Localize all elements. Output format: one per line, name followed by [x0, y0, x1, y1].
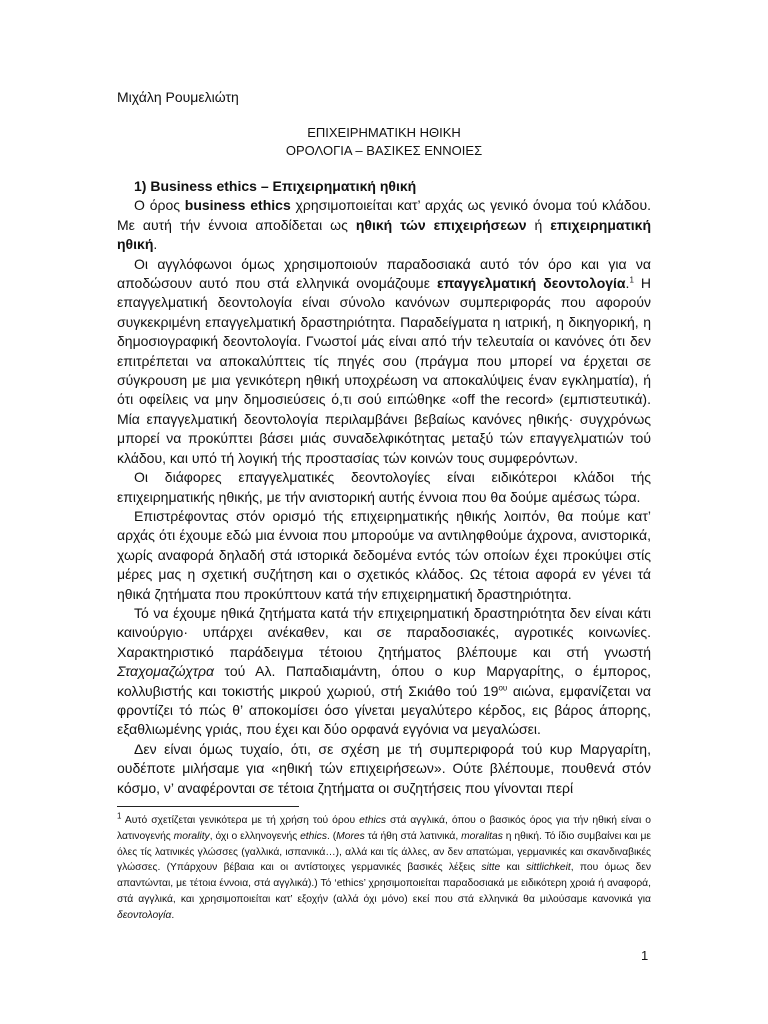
text-run: στά αγγλικά, όπου ο βασικός όρος για τήν ηθική είναι ο λατινογενής	[117, 815, 651, 842]
text-run: ή	[526, 216, 551, 233]
bold-term: ηθική τών επιχειρήσεων	[355, 216, 527, 233]
text-run: τού Αλ. Παπαδιαμάντη, όπου ο κυρ Μαργαρίτης, ο έμπορος, κολλυβιστής και τοκιστής μικρού χωριού, στή Σκιάθο τού 19	[117, 663, 651, 699]
text-run: και	[500, 862, 527, 874]
text-run: τά ήθη στά λατινικά,	[364, 830, 462, 842]
page-number: 1	[641, 948, 649, 963]
italic-term: moralitas	[461, 830, 503, 842]
body-text	[117, 177, 651, 798]
text-run: , που όμως δεν απαντώνται, με τέτοια έννοια, στά αγγλικά).) Τό ‘ethics’ χρησιμοποιείται παραδοσιακά με ειδικότερη χροιά ή αναφορά, στά αγγλικά, και χρησιμοποιείται κατ’ εξοχήν (αλλά όχι μόνο) εκεί που στά ελληνικά θα μιλούσαμε κανονικά για	[117, 862, 651, 905]
section-title: Business ethics – Επιχειρηματική ηθική	[150, 178, 417, 194]
footnote-1	[117, 813, 651, 924]
text-run: .	[171, 909, 175, 921]
text-run: , όχι ο ελληνογενής	[209, 830, 301, 842]
text-run: . (	[326, 830, 337, 842]
superscript: ου	[498, 682, 508, 692]
paragraph-1	[117, 196, 651, 254]
text-run: χρησιμοποιείται κατ’ αρχάς ως γενικό όνομα τού κλάδου. Με αυτή τήν έννοια αποδίδεται ως	[117, 197, 651, 233]
text-run: Αυτό σχετίζεται γενικότερα με τή χρήση τού όρου	[121, 815, 360, 826]
bold-term: business ethics	[184, 197, 291, 214]
text-run: Οι αγγλόφωνοι όμως χρησιμοποιούν παραδοσιακά αυτό τόν όρο και για να αποδώσουν αυτό που στά ελληνικά ονομάζουμε	[117, 255, 651, 292]
title-line-2: ΟΡΟΛΟΓΙΑ – ΒΑΣΙΚΕΣ ΕΝΝΟΙΕΣ	[285, 143, 483, 158]
text-run: .	[153, 236, 158, 253]
section-heading	[117, 177, 651, 196]
paragraph-2	[117, 255, 651, 468]
text-run: .	[625, 275, 630, 292]
italic-term: δεοντολογία	[117, 909, 172, 921]
paragraph-4: Επιστρέφοντας στόν ορισμό τής επιχειρηματικής ηθικής λοιπόν, θα πούμε κατ’ αρχάς ότι έχουμε εδώ μια έννοια που μπορούμε να αντιληφθούμε άχρονα, ανιστορικά, χωρίς αναφορά δηλαδή στά ιστορικά δεδομένα εντός τών οποίων έχει προκύψει στίς μέρες μας η σχετική συζήτηση και ο σχετικός κλάδος. Ως τέτοια αφορά εν γένει τά ηθικά ζητήματα που προκύπτουν κατά τήν επιχειρηματική δραστηριότητα.	[117, 507, 651, 602]
italic-term: sittlichkeit	[526, 862, 571, 874]
paragraph-3: Οι διάφορες επαγγελματικές δεοντολογίες είναι ειδικότεροι κλάδοι τής επιχειρηματικής ηθικής, με τήν ανιστορική αυτής έννοια που θα δούμε αμέσως τώρα.	[117, 469, 651, 505]
text-run: αιώνα, εμφανίζεται να φροντίζει τό πώς θ’ αποκομίσει όσο γίνεται μεγαλύτερο κέρδος, εις βάρος άπορης, εξαθλιωμένης γριάς, που έχει και δύο ορφανά εγγόνια να μεγαλώσει.	[117, 682, 652, 738]
italic-title: Σταχομαζώχτρα	[117, 663, 214, 680]
bold-term: επιχειρηματική ηθική	[117, 216, 651, 253]
footnotes	[117, 813, 651, 924]
footnote-marker: 1	[117, 811, 122, 821]
bold-term: επαγγελματική δεοντολογία	[436, 275, 626, 292]
section-number: 1)	[134, 178, 147, 194]
title-line-1: ΕΠΙΧΕΙΡΗΜΑΤΙΚΗ ΗΘΙΚΗ	[307, 125, 461, 140]
italic-term: ethics	[359, 815, 387, 826]
footnote-separator	[117, 806, 299, 807]
text-run: Ο όρος	[134, 197, 185, 214]
paragraph-5	[117, 604, 651, 740]
paragraph-6: Δεν είναι όμως τυχαίο, ότι, σε σχέση με τή συμπεριφορά τού κυρ Μαργαρίτη, ουδέποτε μιλήσαμε για «ηθική τών επιχειρήσεων». Ούτε βλέπουμε, πουθενά στόν κόσμο, ν’ αναφέρονται σε τέτοια ζητήματα οι συζητήσεις που γίνονται περί	[117, 740, 651, 796]
italic-term: ethics	[300, 830, 327, 842]
italic-term: morality	[173, 830, 210, 842]
text-run: Η επαγγελματική δεοντολογία είναι σύνολο κανόνων συμπεριφοράς που αφορούν συγκεκριμένη επαγγελματική δραστηριότητα. Παραδείγματα η ιατρική, η δικηγορική, η δημοσιογραφική δεοντολογία. Γνωστοί μάς είναι από τήν τελευταία οι κανόνες ότι δεν επιτρέπεται να αποκαλύπτεις τίς πηγές σου (πράγμα που μπορεί να έρχεται σε σύγκρουση με μια γενικότερη ηθική υποχρέωση να αποκαλύψεις έναν εγκληματία), ή ότι οφείλεις να μην δημοσιεύσεις ό,τι σού ειπώθηκε «off the record» (εμπιστευτικά). Μία επαγγελματική δεοντολογία περιλαμβάνει βεβαίως κανόνες ηθικής· συγχρόνως μπορεί να προκύπτει βάσει μιάς συναδελφικότητας μεταξύ τών επαγγελματιών τού κλάδου, και υπό τή λογική τής προστασίας τών κοινών τους συμφερόντων.	[117, 275, 651, 466]
document-title	[117, 124, 651, 160]
italic-term: sitte	[481, 862, 501, 874]
text-run: Τό να έχουμε ηθικά ζητήματα κατά τήν επιχειρηματική δραστηριότητα δεν είναι κάτι καινούργιο· υπάρχει ανέκαθεν, και σε παραδοσιακές, αγροτικές κοινωνίες. Χαρακτηριστικό παράδειγμα τέτοιου ζητήματος βλέπουμε και στή γνωστή	[117, 604, 651, 660]
text-run: η ηθική. Τό ίδιο συμβαίνει και με όλες τίς λατινικές γλώσσες (γαλλικά, ισπανικά…), αλλά και τίς άλλες, αν δεν απατώμαι, γερμανικές και σκανδιναβικές γλώσσες. (Υπάρχουν βέβαια και οι αντίστοιχες γερμανικές βασικές λέξεις	[117, 830, 651, 874]
footnote-reference[interactable]: 1	[629, 275, 634, 285]
italic-term: Mores	[336, 830, 365, 842]
author-name: Μιχάλη Ρουμελιώτη	[117, 89, 239, 105]
